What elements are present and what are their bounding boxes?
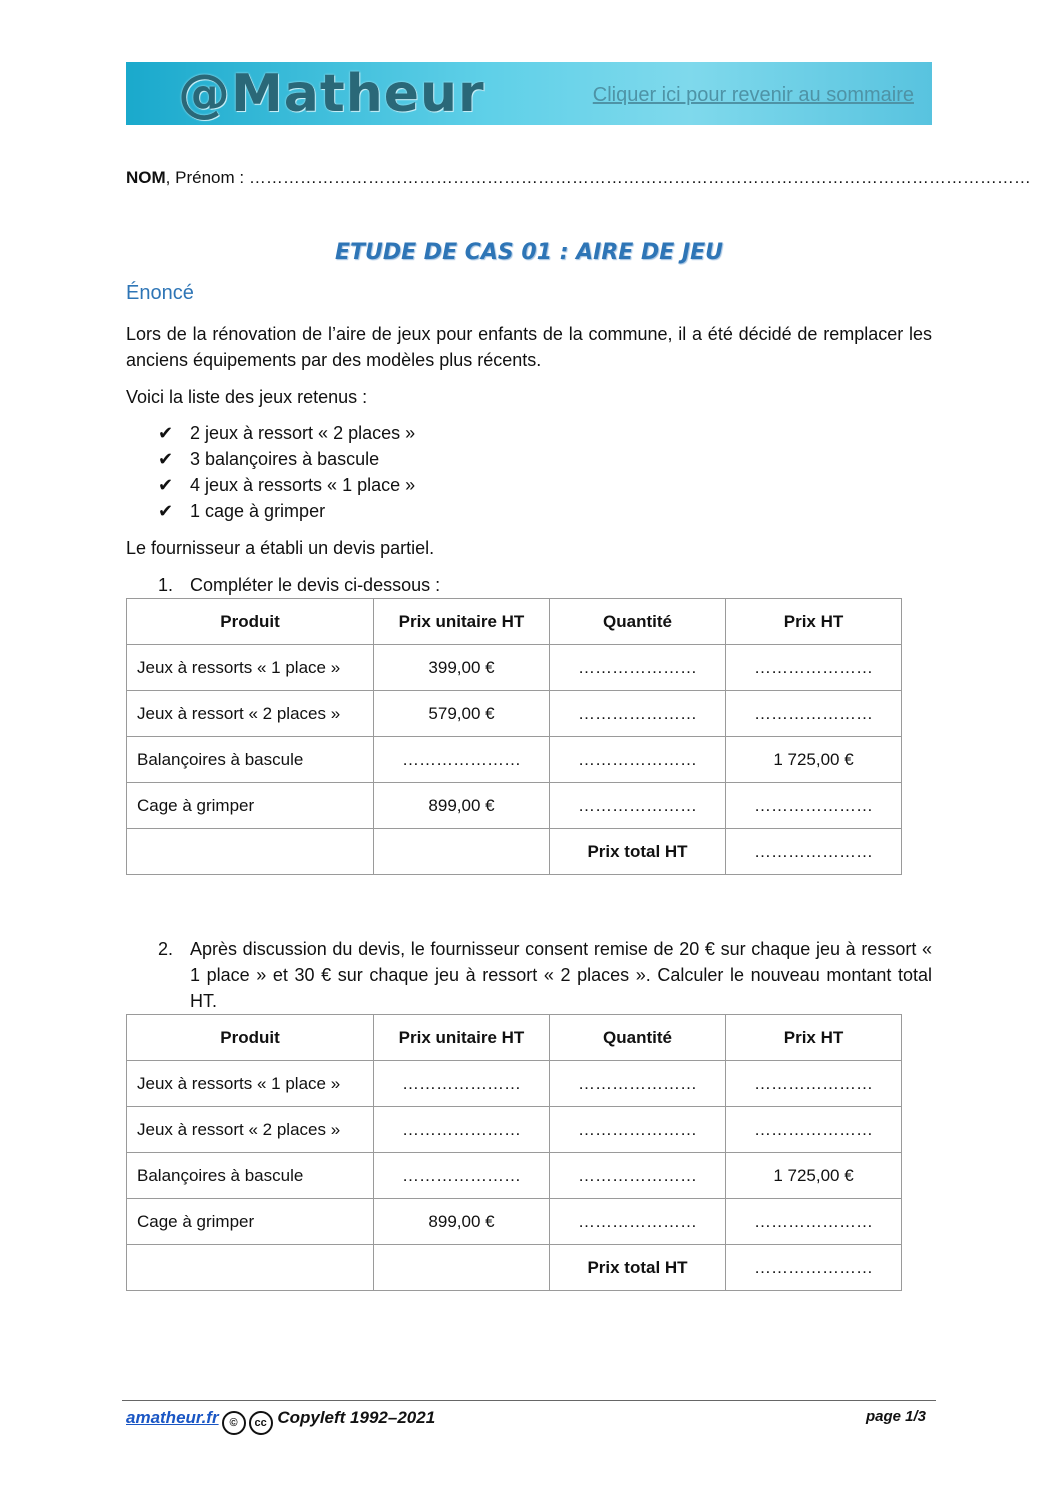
cell-quantity: ………………… bbox=[550, 691, 726, 737]
cell-product: Cage à grimper bbox=[127, 1199, 374, 1245]
name-label: NOM bbox=[126, 168, 166, 187]
question-text: Compléter le devis ci-dessous : bbox=[190, 575, 441, 595]
total-label: Prix total HT bbox=[550, 1245, 726, 1291]
name-line bbox=[126, 168, 1031, 188]
check-icon: ✔ bbox=[158, 501, 174, 521]
cell-price: ………………… bbox=[726, 1107, 902, 1153]
list-item: ✔ 4 jeux à ressorts « 1 place » bbox=[158, 472, 415, 498]
header-quantity: Quantité bbox=[550, 599, 726, 645]
supplier-text: Le fournisseur a établi un devis partiel. bbox=[126, 538, 435, 558]
copyleft-icon: © bbox=[222, 1411, 246, 1435]
list-intro: Voici la liste des jeux retenus : bbox=[126, 387, 368, 407]
header-banner bbox=[126, 62, 932, 125]
question-2 bbox=[158, 936, 932, 1014]
cell-unit-price: 399,00 € bbox=[374, 645, 550, 691]
question-text: Après discussion du devis, le fournisseur consent remise de 20 € sur chaque jeu à ressort « 1 place » et 30 € sur chaque jeu à ressort « 2 places ». Calculer le nouveau montant total HT. bbox=[190, 939, 932, 1011]
table-row bbox=[127, 645, 902, 691]
cell-quantity: ………………… bbox=[550, 1107, 726, 1153]
question-number: 1. bbox=[158, 575, 174, 595]
cell-price: ………………… bbox=[726, 1061, 902, 1107]
cell-empty bbox=[127, 829, 374, 875]
creative-commons-icon: cc bbox=[249, 1411, 273, 1435]
quote-table-2 bbox=[126, 1014, 902, 1291]
cell-product: Jeux à ressort « 2 places » bbox=[127, 1107, 374, 1153]
check-icon: ✔ bbox=[158, 449, 174, 469]
cell-unit-price: 899,00 € bbox=[374, 1199, 550, 1245]
cell-product: Jeux à ressorts « 1 place » bbox=[127, 645, 374, 691]
name-blank: ………………………………………………………………………………………………………………………… bbox=[248, 168, 1031, 187]
copyleft-text: Copyleft 1992–2021 bbox=[277, 1408, 436, 1427]
table-total-row bbox=[127, 1245, 902, 1291]
cell-empty bbox=[374, 1245, 550, 1291]
cell-price: 1 725,00 € bbox=[726, 737, 902, 783]
cell-product: Balançoires à bascule bbox=[127, 737, 374, 783]
check-icon: ✔ bbox=[158, 475, 174, 495]
cell-quantity: ………………… bbox=[550, 737, 726, 783]
cell-price: ………………… bbox=[726, 783, 902, 829]
table-header-row bbox=[127, 599, 902, 645]
intro-paragraph: Lors de la rénovation de l’aire de jeux pour enfants de la commune, il a été décidé de remplacer les anciens équipements par des modèles plus récents. bbox=[126, 324, 932, 370]
cell-quantity: ………………… bbox=[550, 783, 726, 829]
question-1 bbox=[158, 572, 932, 598]
cell-unit-price: 899,00 € bbox=[374, 783, 550, 829]
cell-unit-price: ………………… bbox=[374, 1153, 550, 1199]
header-product: Produit bbox=[127, 599, 374, 645]
section-heading: Énoncé bbox=[126, 282, 194, 304]
cell-product: Cage à grimper bbox=[127, 783, 374, 829]
header-price: Prix HT bbox=[726, 1015, 902, 1061]
cell-empty bbox=[127, 1245, 374, 1291]
header-unit-price: Prix unitaire HT bbox=[374, 599, 550, 645]
total-value: ………………… bbox=[726, 829, 902, 875]
cell-empty bbox=[374, 829, 550, 875]
total-value: ………………… bbox=[726, 1245, 902, 1291]
header-product: Produit bbox=[127, 1015, 374, 1061]
table-row bbox=[127, 691, 902, 737]
cell-quantity: ………………… bbox=[550, 1199, 726, 1245]
table-row bbox=[127, 1061, 902, 1107]
total-label: Prix total HT bbox=[550, 829, 726, 875]
cell-product: Jeux à ressorts « 1 place » bbox=[127, 1061, 374, 1107]
footer-divider bbox=[122, 1400, 936, 1401]
page-number: page 1/3 bbox=[865, 1408, 926, 1425]
table-header-row bbox=[127, 1015, 902, 1061]
header-unit-price: Prix unitaire HT bbox=[374, 1015, 550, 1061]
cell-unit-price: ………………… bbox=[374, 1107, 550, 1153]
cell-price: 1 725,00 € bbox=[726, 1153, 902, 1199]
list-item: ✔ 2 jeux à ressort « 2 places » bbox=[158, 420, 415, 446]
cell-unit-price: ………………… bbox=[374, 737, 550, 783]
list-item: ✔ 1 cage à grimper bbox=[158, 498, 415, 524]
question-number: 2. bbox=[158, 939, 174, 959]
site-link[interactable]: amatheur.fr bbox=[126, 1408, 219, 1427]
quote-table-1 bbox=[126, 598, 902, 875]
games-list bbox=[158, 420, 415, 524]
cell-quantity: ………………… bbox=[550, 1153, 726, 1199]
page-title: ETUDE DE CAS 01 : AIRE DE JEU bbox=[334, 240, 724, 265]
table-row bbox=[127, 1199, 902, 1245]
header-price: Prix HT bbox=[726, 599, 902, 645]
table-row bbox=[127, 1153, 902, 1199]
cell-unit-price: 579,00 € bbox=[374, 691, 550, 737]
cell-price: ………………… bbox=[726, 691, 902, 737]
table-row bbox=[127, 1107, 902, 1153]
cell-quantity: ………………… bbox=[550, 645, 726, 691]
cell-price: ………………… bbox=[726, 1199, 902, 1245]
table-row bbox=[127, 737, 902, 783]
header-quantity: Quantité bbox=[550, 1015, 726, 1061]
footer bbox=[126, 1408, 926, 1436]
back-to-summary-link[interactable]: Cliquer ici pour revenir au sommaire bbox=[592, 84, 914, 106]
firstname-label: , Prénom : bbox=[165, 168, 249, 187]
table-row bbox=[127, 783, 902, 829]
cell-product: Balançoires à bascule bbox=[127, 1153, 374, 1199]
table-total-row bbox=[127, 829, 902, 875]
cell-unit-price: ………………… bbox=[374, 1061, 550, 1107]
check-icon: ✔ bbox=[158, 423, 174, 443]
list-item: ✔ 3 balançoires à bascule bbox=[158, 446, 415, 472]
cell-quantity: ………………… bbox=[550, 1061, 726, 1107]
cell-product: Jeux à ressort « 2 places » bbox=[127, 691, 374, 737]
site-logo: @Matheur bbox=[178, 64, 485, 124]
cell-price: ………………… bbox=[726, 645, 902, 691]
